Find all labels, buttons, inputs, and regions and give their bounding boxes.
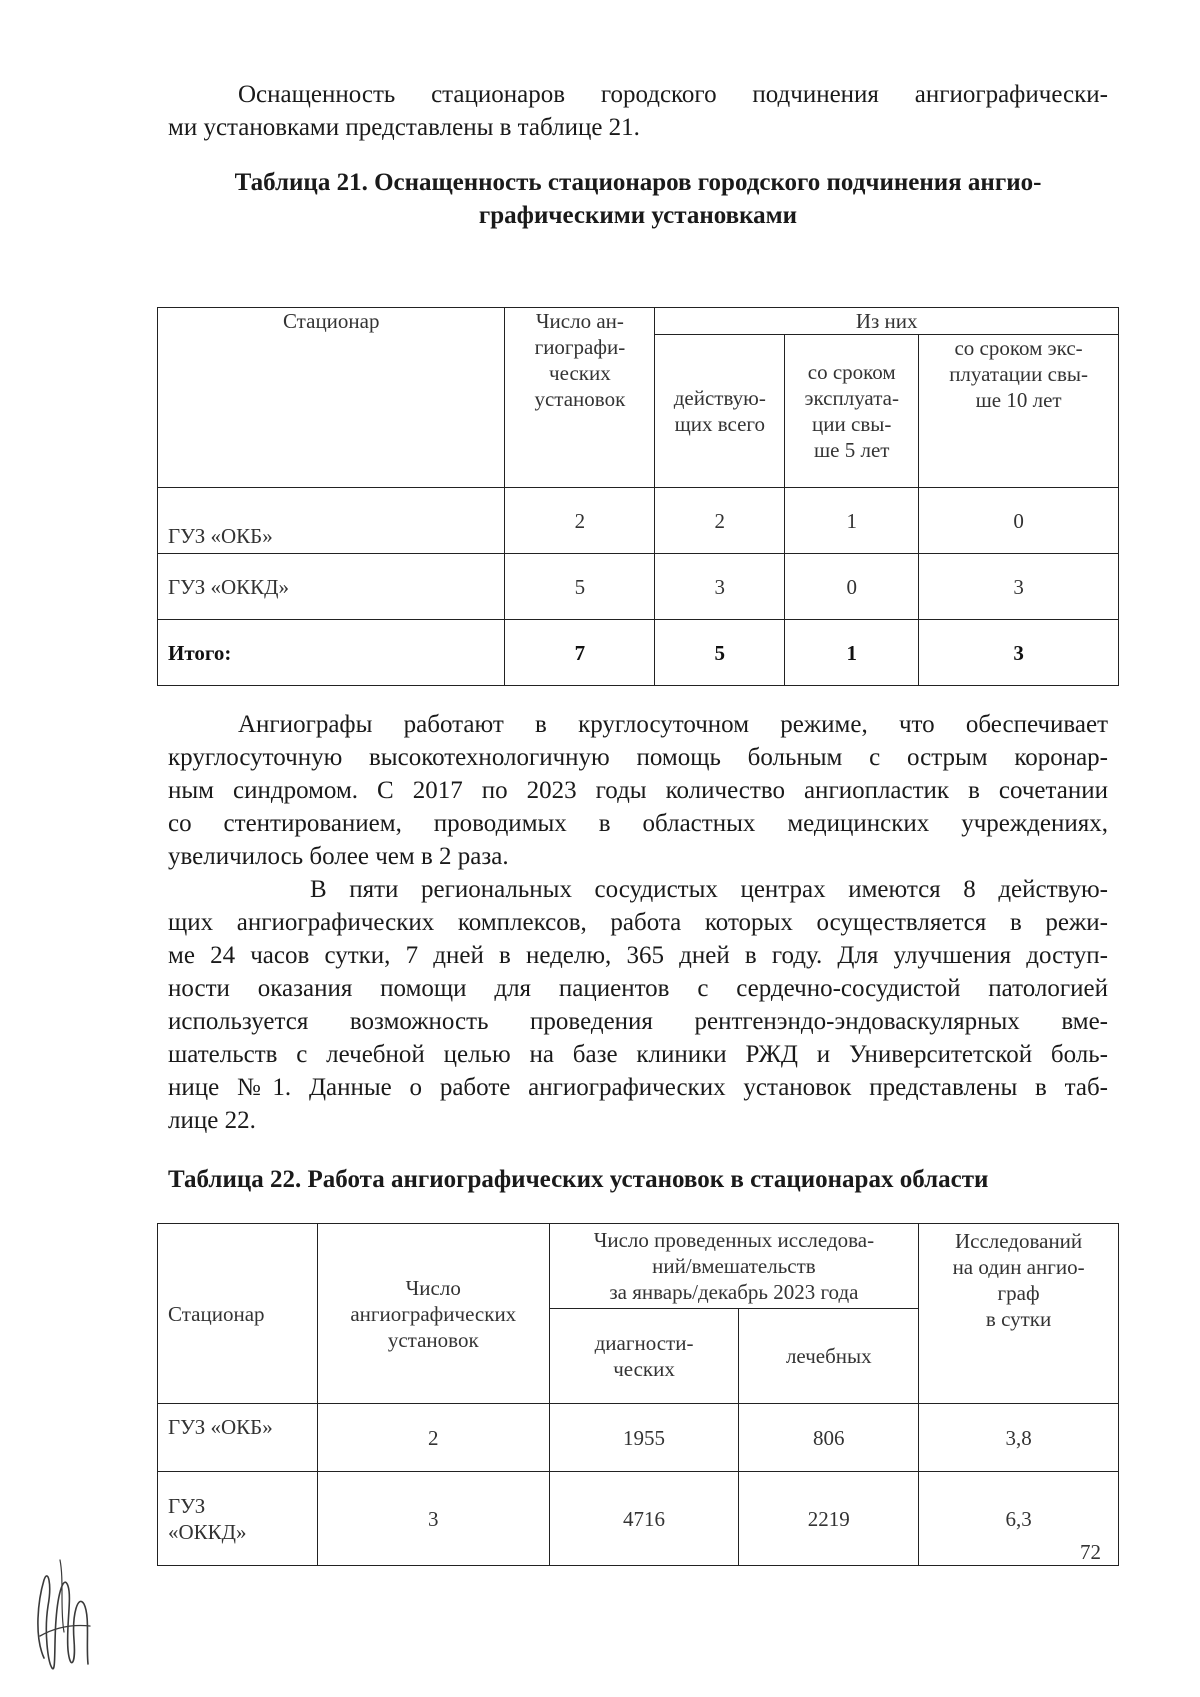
paragraph-line: щих ангиографических комплексов, работа которых осуществляется в режи- bbox=[168, 909, 1108, 936]
table21-header-active: действую- щих всего bbox=[655, 335, 785, 488]
table21-cell-active: 3 bbox=[655, 554, 785, 620]
table21-caption bbox=[168, 166, 1108, 232]
table21-caption-line: Таблица 21. Оснащенность стационаров городского подчинения ангио- bbox=[234, 169, 1042, 196]
table22-header-per-day: Исследований на один ангио- граф в сутки bbox=[919, 1224, 1119, 1404]
table22-header-hospital: Стационар bbox=[158, 1224, 318, 1404]
table-row bbox=[158, 488, 1119, 554]
table22-cell-count: 2 bbox=[317, 1404, 549, 1472]
intro-paragraph bbox=[168, 78, 1108, 144]
paragraph-line: используется возможность проведения рентгенэндо-эндоваскулярных вме- bbox=[168, 1008, 1108, 1035]
table21-total-over5: 1 bbox=[785, 620, 919, 686]
paragraph-line: нице №1. Данные о работе ангиографических установок представлены в таб- bbox=[168, 1074, 1108, 1101]
table21-cell-over10: 3 bbox=[919, 554, 1119, 620]
table21-cell-hospital: ГУЗ «ОККД» bbox=[158, 554, 505, 620]
table21-header-over5: со сроком эксплуата- ции свы- ше 5 лет bbox=[785, 335, 919, 488]
table21-total-active: 5 bbox=[655, 620, 785, 686]
table22-header-count: Число ангиографических установок bbox=[317, 1224, 549, 1404]
table22-cell-diagnostic: 4716 bbox=[549, 1472, 739, 1566]
paragraph-line: ме 24 часов сутки, 7 дней в неделю, 365 дней в году. Для улучшения доступ- bbox=[168, 942, 1108, 969]
table21-caption-line: графическими установками bbox=[478, 202, 798, 229]
table22-header-diagnostic: диагности- ческих bbox=[549, 1309, 739, 1404]
paragraph-line: со стентированием, проводимых в областных медицинских учреждениях, bbox=[168, 810, 1108, 837]
table21-total-count: 7 bbox=[505, 620, 655, 686]
table-row bbox=[158, 1472, 1119, 1566]
table22-cell-hospital: ГУЗ «ОККД» bbox=[158, 1472, 318, 1566]
table21-cell-count: 2 bbox=[505, 488, 655, 554]
paragraph-line: ным синдромом. С 2017 по 2023 годы количество ангиопластик в сочетании bbox=[168, 777, 1108, 804]
paragraph-line: шательств с лечебной целью на базе клиники РЖД и Университетской боль- bbox=[168, 1041, 1108, 1068]
page-number: 72 bbox=[1080, 1540, 1101, 1564]
table22-header-therapeutic: лечебных bbox=[739, 1309, 919, 1404]
paragraph-line: лице 22. bbox=[168, 1107, 256, 1134]
paragraph-line: Ангиографы работают в круглосуточном режиме, что обеспечивает bbox=[238, 711, 1108, 738]
table22-cell-therapeutic: 806 bbox=[739, 1404, 919, 1472]
table22-cell-hospital: ГУЗ «ОКБ» bbox=[158, 1404, 318, 1472]
table22-cell-per-day: 6,3 bbox=[919, 1472, 1119, 1566]
paragraph-vascular-centers bbox=[168, 873, 1108, 1137]
table21-cell-over5: 0 bbox=[785, 554, 919, 620]
table21-cell-over10: 0 bbox=[919, 488, 1119, 554]
table-row bbox=[158, 1404, 1119, 1472]
table21-total-over10: 3 bbox=[919, 620, 1119, 686]
table21-header-over10: со сроком экс- плуатации свы- ше 10 лет bbox=[919, 335, 1119, 488]
table22-cell-diagnostic: 1955 bbox=[549, 1404, 739, 1472]
table22-cell-per-day: 3,8 bbox=[919, 1404, 1119, 1472]
intro-line: ми установками представлены в таблице 21. bbox=[168, 114, 640, 141]
table22-cell-count: 3 bbox=[317, 1472, 549, 1566]
paragraph-line: круглосуточную высокотехнологичную помощь больным с острым коронар- bbox=[168, 744, 1108, 771]
table21 bbox=[157, 307, 1119, 686]
paragraph-angiographs bbox=[168, 708, 1108, 873]
paragraph-line: увеличилось более чем в 2 раза. bbox=[168, 843, 509, 870]
table21-header-count: Число ан- гиографи- ческих установок bbox=[505, 308, 655, 488]
paragraph-line: В пяти региональных сосудистых центрах имеются 8 действую- bbox=[310, 876, 1108, 903]
table22 bbox=[157, 1223, 1119, 1566]
table22-cell-therapeutic: 2219 bbox=[739, 1472, 919, 1566]
table21-cell-over5: 1 bbox=[785, 488, 919, 554]
table21-total-row bbox=[158, 620, 1119, 686]
table21-cell-active: 2 bbox=[655, 488, 785, 554]
table22-caption: Таблица 22. Работа ангиографических установок в стационарах области bbox=[168, 1166, 989, 1193]
intro-line: Оснащенность стационаров городского подчинения ангиографически- bbox=[238, 81, 1108, 108]
table-row bbox=[158, 554, 1119, 620]
signature-icon bbox=[30, 1540, 110, 1680]
table21-cell-hospital: ГУЗ «ОКБ» bbox=[158, 488, 505, 554]
table21-header-hospital: Стационар bbox=[158, 308, 505, 488]
table21-cell-count: 5 bbox=[505, 554, 655, 620]
table22-header-studies: Число проведенных исследова- ний/вмешательств за январь/декабрь 2023 года bbox=[549, 1224, 918, 1309]
paragraph-line: ности оказания помощи для пациентов с сердечно-сосудистой патологией bbox=[168, 975, 1108, 1002]
table21-total-label: Итого: bbox=[158, 620, 505, 686]
table21-header-of-them: Из них bbox=[655, 308, 1119, 335]
